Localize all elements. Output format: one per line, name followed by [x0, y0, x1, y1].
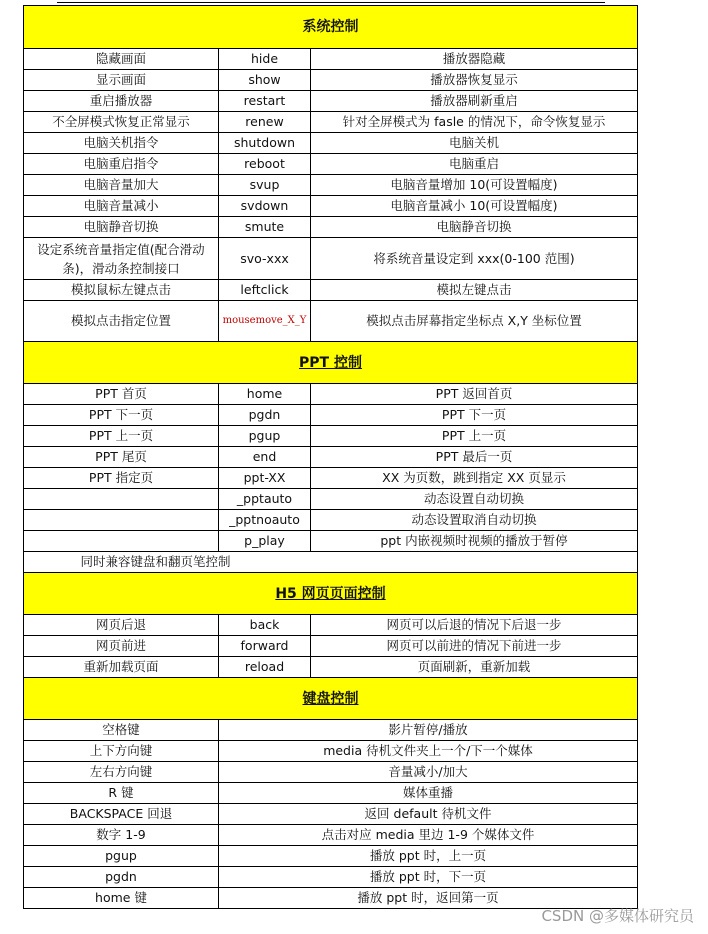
- section-title-h5: H5 网页页面控制: [24, 573, 638, 615]
- table-row: [24, 615, 638, 636]
- description-cell: PPT 返回首页: [311, 384, 638, 405]
- command-cell: forward: [219, 636, 311, 657]
- table-row: [24, 49, 638, 70]
- command-cell: pgdn: [219, 405, 311, 426]
- command-cell: svup: [219, 175, 311, 196]
- description-cell: media 待机文件夹上一个/下一个媒体: [219, 741, 638, 762]
- command-cell: _pptauto: [219, 489, 311, 510]
- description-cell: PPT 下一页: [311, 405, 638, 426]
- table-row: [24, 70, 638, 91]
- function-cell: 网页后退: [24, 615, 219, 636]
- description-cell: 电脑静音切换: [311, 217, 638, 238]
- description-cell: XX 为页数，跳到指定 XX 页显示: [311, 468, 638, 489]
- function-cell: [24, 531, 219, 552]
- description-cell: 针对全屏模式为 fasle 的情况下，命令恢复显示: [311, 112, 638, 133]
- table-row: [24, 91, 638, 112]
- key-cell: 左右方向键: [24, 762, 219, 783]
- function-cell: 显示画面: [24, 70, 219, 91]
- command-cell: shutdown: [219, 133, 311, 154]
- function-cell: 模拟点击指定位置: [24, 301, 219, 342]
- description-cell: ppt 内嵌视频时视频的播放于暂停: [311, 531, 638, 552]
- table-row: [24, 510, 638, 531]
- description-cell: 播放器刷新重启: [311, 91, 638, 112]
- key-cell: pgdn: [24, 867, 219, 888]
- description-cell: 电脑重启: [311, 154, 638, 175]
- description-cell: 播放器隐藏: [311, 49, 638, 70]
- description-cell: 电脑音量增加 10(可设置幅度): [311, 175, 638, 196]
- table-row: [24, 636, 638, 657]
- command-cell: p_play: [219, 531, 311, 552]
- table-row: [24, 112, 638, 133]
- description-cell: 网页可以前进的情况下前进一步: [311, 636, 638, 657]
- command-cell: back: [219, 615, 311, 636]
- section-title-keyboard: 键盘控制: [24, 678, 638, 720]
- table-row: [24, 301, 638, 342]
- key-cell: pgup: [24, 846, 219, 867]
- description-cell: 动态设置取消自动切换: [311, 510, 638, 531]
- command-cell: renew: [219, 112, 311, 133]
- table-row: [24, 657, 638, 678]
- command-cell: restart: [219, 91, 311, 112]
- description-cell: 影片暂停/播放: [219, 720, 638, 741]
- function-cell: [24, 510, 219, 531]
- table-row: [24, 405, 638, 426]
- table-row: [24, 552, 638, 573]
- description-cell: PPT 上一页: [311, 426, 638, 447]
- command-cell: svdown: [219, 196, 311, 217]
- section-header-ppt: [24, 342, 638, 384]
- table-row: [24, 741, 638, 762]
- command-cell: pgup: [219, 426, 311, 447]
- command-cell: reload: [219, 657, 311, 678]
- description-cell: 模拟点击屏幕指定坐标点 X,Y 坐标位置: [311, 301, 638, 342]
- table-row: [24, 217, 638, 238]
- table-row: [24, 762, 638, 783]
- function-cell: 重启播放器: [24, 91, 219, 112]
- command-cell: ppt-XX: [219, 468, 311, 489]
- table-row: [24, 154, 638, 175]
- ppt-note: 同时兼容键盘和翻页笔控制: [24, 552, 311, 573]
- command-cell: _pptnoauto: [219, 510, 311, 531]
- function-cell: PPT 下一页: [24, 405, 219, 426]
- table-row: [24, 804, 638, 825]
- function-cell: 不全屏模式恢复正常显示: [24, 112, 219, 133]
- watermark: CSDN @多媒体研究员: [541, 907, 694, 925]
- command-cell: end: [219, 447, 311, 468]
- function-cell: 网页前进: [24, 636, 219, 657]
- function-cell: 电脑音量减小: [24, 196, 219, 217]
- key-cell: R 键: [24, 783, 219, 804]
- section-header-system: [24, 6, 638, 49]
- table-row: [24, 531, 638, 552]
- table-row: [24, 846, 638, 867]
- description-cell: 播放 ppt 时，返回第一页: [219, 888, 638, 909]
- command-cell: hide: [219, 49, 311, 70]
- description-cell: 页面刷新，重新加载: [311, 657, 638, 678]
- description-cell: 电脑关机: [311, 133, 638, 154]
- function-cell: 设定系统音量指定值(配合滑动条)，滑动条控制接口: [24, 238, 219, 280]
- section-title-ppt: PPT 控制: [24, 342, 638, 384]
- function-cell: 电脑关机指令: [24, 133, 219, 154]
- key-cell: 数字 1-9: [24, 825, 219, 846]
- section-header-keyboard: [24, 678, 638, 720]
- key-cell: 空格键: [24, 720, 219, 741]
- description-cell: 电脑音量减小 10(可设置幅度): [311, 196, 638, 217]
- top-rule: [57, 2, 605, 3]
- table-row: [24, 196, 638, 217]
- function-cell: 电脑音量加大: [24, 175, 219, 196]
- key-cell: home 键: [24, 888, 219, 909]
- table-row: [24, 825, 638, 846]
- table-row: [24, 720, 638, 741]
- table-row: [24, 280, 638, 301]
- section-header-h5: [24, 573, 638, 615]
- table-row: [24, 783, 638, 804]
- command-table: [23, 5, 638, 909]
- table-row: [24, 426, 638, 447]
- function-cell: PPT 首页: [24, 384, 219, 405]
- section-title-system: 系统控制: [24, 6, 638, 49]
- function-cell: 电脑重启指令: [24, 154, 219, 175]
- function-cell: PPT 尾页: [24, 447, 219, 468]
- function-cell: PPT 指定页: [24, 468, 219, 489]
- description-cell: 返回 default 待机文件: [219, 804, 638, 825]
- table-row: [24, 384, 638, 405]
- command-cell: leftclick: [219, 280, 311, 301]
- table-row: [24, 133, 638, 154]
- function-cell: 隐藏画面: [24, 49, 219, 70]
- description-cell: PPT 最后一页: [311, 447, 638, 468]
- description-cell: 播放 ppt 时，上一页: [219, 846, 638, 867]
- description-cell: 播放 ppt 时，下一页: [219, 867, 638, 888]
- description-cell: 网页可以后退的情况下后退一步: [311, 615, 638, 636]
- table-row: [24, 447, 638, 468]
- table-row: [24, 175, 638, 196]
- table-row: [24, 489, 638, 510]
- command-cell: reboot: [219, 154, 311, 175]
- function-cell: PPT 上一页: [24, 426, 219, 447]
- table-row: [24, 238, 638, 280]
- description-cell: 媒体重播: [219, 783, 638, 804]
- function-cell: [24, 489, 219, 510]
- function-cell: 电脑静音切换: [24, 217, 219, 238]
- command-cell: home: [219, 384, 311, 405]
- description-cell: 将系统音量设定到 xxx(0-100 范围): [311, 238, 638, 280]
- function-cell: 模拟鼠标左键点击: [24, 280, 219, 301]
- ppt-note-blank: [311, 552, 638, 573]
- table-row: [24, 468, 638, 489]
- command-cell: mousemove_X_Y: [219, 301, 311, 342]
- description-cell: 音量减小/加大: [219, 762, 638, 783]
- key-cell: 上下方向键: [24, 741, 219, 762]
- description-cell: 播放器恢复显示: [311, 70, 638, 91]
- key-cell: BACKSPACE 回退: [24, 804, 219, 825]
- command-cell: smute: [219, 217, 311, 238]
- function-cell: 重新加载页面: [24, 657, 219, 678]
- command-cell: show: [219, 70, 311, 91]
- table-row: [24, 867, 638, 888]
- description-cell: 点击对应 media 里边 1-9 个媒体文件: [219, 825, 638, 846]
- description-cell: 模拟左键点击: [311, 280, 638, 301]
- command-cell: svo-xxx: [219, 238, 311, 280]
- description-cell: 动态设置自动切换: [311, 489, 638, 510]
